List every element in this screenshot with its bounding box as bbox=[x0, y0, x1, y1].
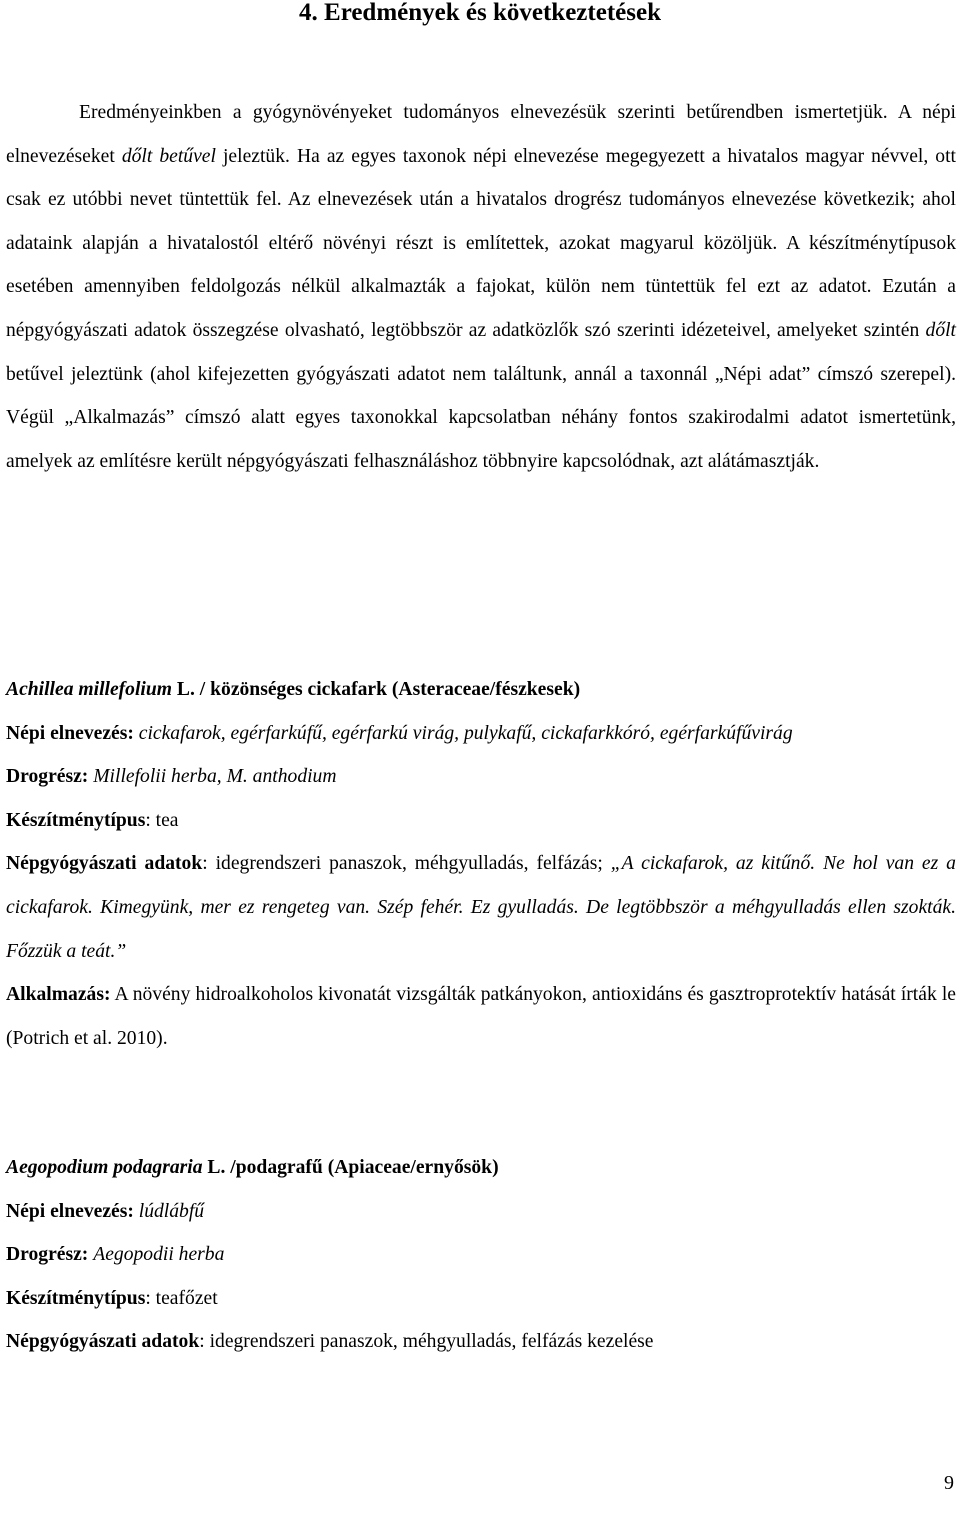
intro-italic-2: dőlt bbox=[925, 319, 956, 341]
preparation-label: Készítménytípus bbox=[6, 1287, 146, 1309]
drug-part-value: Aegopodii herba bbox=[93, 1244, 225, 1266]
entry-heading bbox=[6, 1146, 956, 1190]
folk-names-label: Népi elnevezés: bbox=[6, 722, 134, 744]
drug-part-line bbox=[6, 755, 956, 799]
drug-part-line bbox=[6, 1233, 956, 1277]
drug-part-value: Millefolii herba, M. anthodium bbox=[93, 766, 337, 788]
intro-italic-1: dőlt betűvel bbox=[121, 145, 216, 167]
entry-author-and-names: L. /podagrafű (Apiaceae/ernyősök) bbox=[202, 1157, 499, 1178]
folk-medicine-quote: „A cickafarok, az kitűnő. Ne hol van ez a cickafarok. Kimegyünk, mer ez rengeteg van. Szép fehér. Ez gyulladás. De legtöbbször a méhgyulladás ellen szokták. Főzzük a teát.” bbox=[6, 853, 956, 962]
folk-names-label: Népi elnevezés: bbox=[6, 1200, 134, 1222]
application-label: Alkalmazás: bbox=[6, 984, 111, 1006]
preparation-line bbox=[6, 799, 956, 843]
application-value: A növény hidroalkoholos kivonatát vizsgálták patkányokon, antioxidáns és gasztroprotektív hatását írták le (Potrich et al. 2010). bbox=[6, 984, 956, 1049]
intro-text-3: betűvel jeleztünk (ahol kifejezetten gyógyászati adatot nem találtunk, annál a taxonnál „Népi adat” címszó szerepel). Végül „Alkalmazás” címszó alatt egyes taxonokkal kapcsolatban néhány fontos szakirodalmi adatot ismertetünk, amelyek az említésre került népgyógyászati felhasználáshoz többnyire kapcsolódnak, azt alátámasztják. bbox=[6, 363, 956, 472]
entry-latin-name: Aegopodium podagraria bbox=[6, 1157, 203, 1178]
folk-names-value: lúdlábfű bbox=[138, 1200, 205, 1222]
preparation-value: : tea bbox=[145, 809, 179, 831]
preparation-label: Készítménytípus bbox=[6, 809, 146, 831]
intro-text-2: jeleztük. Ha az egyes taxonok népi elnevezése megegyezett a hivatalos magyar névvel, ott csak ez utóbbi nevet tüntettük fel. Az elnevezések után a hivatalos drogrész tudományos elnevezése következik; ahol adataink alapján a hivatalostól eltérő növényi részt is említettek, azokat magyarul közöljük. A készítménytípusok esetében amennyiben feldolgozás nélkül alkalmazták a fajokat, külön nem tüntettük fel ezt az adatot. Ezután a népgyógyászati adatok összegzése olvasható, legtöbbször az adatközlők szó szerinti idézeteivel, amelyeket szintén bbox=[6, 145, 956, 341]
application-line bbox=[6, 973, 956, 1060]
page-title: 4. Eredmények és következtetések bbox=[299, 0, 661, 26]
folk-medicine-line bbox=[6, 842, 956, 973]
entry-heading bbox=[6, 668, 956, 712]
entry-latin-name: Achillea millefolium bbox=[6, 679, 173, 700]
folk-names-line bbox=[6, 712, 956, 756]
folk-medicine-line bbox=[6, 1320, 956, 1364]
entry-author-and-names: L. / közönséges cickafark (Asteraceae/fészkesek) bbox=[172, 679, 581, 700]
folk-medicine-value: : idegrendszeri panaszok, méhgyulladás, felfázás kezelése bbox=[199, 1331, 654, 1353]
folk-medicine-value: : idegrendszeri panaszok, méhgyulladás, felfázás; bbox=[202, 853, 611, 875]
folk-names-line bbox=[6, 1190, 956, 1234]
intro-text-1: Eredményeinkben a gyógynövényeket tudományos elnevezésük szerinti betűrendben ismertetjük. A népi elnevezéseket bbox=[6, 102, 956, 167]
folk-medicine-label: Népgyógyászati adatok bbox=[6, 853, 203, 875]
page-number: 9 bbox=[944, 1472, 954, 1494]
entry-aegopodium bbox=[6, 1146, 956, 1364]
drug-part-label: Drogrész: bbox=[6, 766, 89, 788]
folk-names-value: cickafarok, egérfarkúfű, egérfarkú virág, pulykafű, cickafarkkóró, egérfarkúfűvirág bbox=[138, 722, 793, 744]
entry-achillea bbox=[6, 668, 956, 1060]
preparation-line bbox=[6, 1277, 956, 1321]
drug-part-label: Drogrész: bbox=[6, 1244, 89, 1266]
preparation-value: : teafőzet bbox=[145, 1287, 218, 1309]
folk-medicine-label: Népgyógyászati adatok bbox=[6, 1331, 200, 1353]
intro-paragraph bbox=[6, 91, 956, 483]
